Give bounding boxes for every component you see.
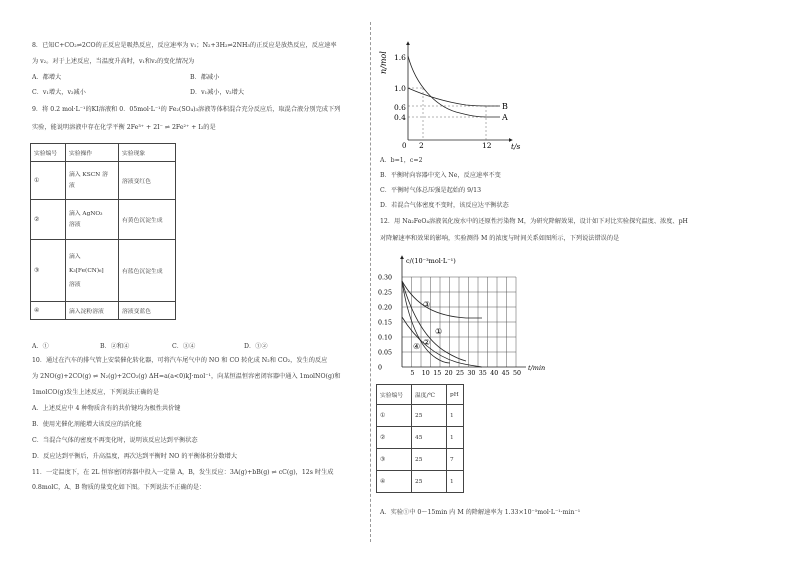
- q11-line2: 0.8molC，A、B 物质的量变化如下图。下列说法不正确的是：: [32, 484, 206, 491]
- q12-r3-ph: 7: [447, 449, 464, 471]
- g2-label-2: ②: [423, 338, 431, 347]
- q9-row1-op: 滴入 KSCN 溶 液: [66, 162, 119, 200]
- g1-ytick-1-0: 1.0: [394, 84, 406, 93]
- g2-xticks: [410, 370, 521, 376]
- q11-option-a: A．b=1，c=2: [380, 157, 423, 164]
- g2-xtick: 20: [444, 370, 453, 376]
- q12-th-temp: 温度/℃: [412, 385, 447, 405]
- g2-xtick: 40: [490, 370, 499, 376]
- q9-line1: 9．将 0.2 mol·L⁻¹的KI溶液和 0．05mol·L⁻¹的 Fe₂(SO₄)₃溶液等体积混合充分反应后，取混合液分别完成下列: [32, 106, 341, 113]
- g1-origin: 0: [402, 142, 407, 150]
- q12-r4-ph: 1: [447, 471, 464, 493]
- q9-row3-id: ③: [31, 240, 66, 302]
- table-row: [377, 405, 464, 427]
- q12-th-ph: pH: [447, 385, 464, 405]
- q12-r4-id: ④: [377, 471, 412, 493]
- q11-option-b: B．平衡时向容器中充入 Ne，反应速率不变: [380, 172, 501, 179]
- g1-xtick-2: 2: [419, 141, 424, 150]
- g2-label-4: ④: [413, 342, 421, 351]
- q12-r4-temp: 25: [412, 471, 447, 493]
- g2-xtick: 25: [456, 370, 465, 376]
- g1-ytick-0-4: 0.4: [394, 113, 406, 122]
- g1-ylabel: n/mol: [379, 51, 388, 74]
- q12-option-a: A．实验①中 0～15min 内 M 的降解速率为 1.33×10⁻⁵mol·L⁻¹·min⁻¹: [380, 509, 581, 516]
- g2-xtick: 10: [421, 370, 430, 376]
- g2-xtick: 15: [433, 370, 442, 376]
- q9-th-result: 实验现象: [119, 144, 176, 162]
- g1-xlabel: t/s: [511, 142, 521, 151]
- g2-ytick: 0.10: [378, 334, 393, 342]
- g2-ytick: 0: [378, 364, 383, 372]
- q9-row3-result: 有蓝色沉淀生成: [119, 240, 176, 302]
- q9-line2: 实验，能说明溶液中存在化学平衡 2Fe³⁺ + 2I⁻ ⇌ 2Fe²⁺ + I₂的是: [32, 124, 216, 131]
- g2-xtick: 5: [410, 370, 415, 376]
- q10-line2: 为 2NO(g)+2CO(g) ⇌ N₂(g)+2CO₂(g) ΔH=a(a<0)kJ·mol⁻¹，向某恒温恒容密闭容器中通入 1molNO(g)和: [32, 373, 341, 380]
- table-row: [377, 449, 464, 471]
- column-divider: [370, 22, 371, 542]
- q12-line1: 12．用 Na₂FeO₄溶液氧化废水中的还原性污染物 M，为研究降解效果，设计如下对比实验探究温度、浓度、pH: [380, 218, 688, 225]
- q10-option-a: A．上述反应中 4 种物质含有的共价键均为极性共价键: [32, 405, 181, 412]
- g2-yticks: [378, 275, 392, 372]
- table-row: [31, 162, 176, 200]
- q9-row2-result: 有黄色沉淀生成: [119, 200, 176, 240]
- graph-n-vs-t: [376, 36, 526, 152]
- table-row: [31, 240, 176, 302]
- q9-row2-op: 滴入 AgNO₃ 溶液: [66, 200, 119, 240]
- g2-xlabel: t/min: [528, 364, 546, 372]
- g1-ytick-1-6: 1.6: [394, 53, 406, 62]
- q12-line2: 对降解速率和效果的影响，实验测得 M 的浓度与时间关系如图所示，下列说法错误的是: [380, 235, 620, 242]
- q9-th-id: 实验编号: [31, 144, 66, 162]
- g2-label-3: ③: [423, 300, 431, 309]
- q9-row1-id: ①: [31, 162, 66, 200]
- q8-option-c: C．v₁增大，v₂减小: [32, 89, 86, 96]
- q12-r2-temp: 45: [412, 427, 447, 449]
- q12-r3-id: ③: [377, 449, 412, 471]
- g2-xtick: 45: [501, 370, 510, 376]
- g2-xtick: 30: [467, 370, 476, 376]
- q11-option-c: C．平衡时气体总压强是起始的 9/13: [380, 187, 482, 194]
- g2-ytick: 0.30: [378, 274, 393, 282]
- q9-row4-op: 滴入淀粉溶液: [66, 302, 119, 320]
- q10-line1: 10．通过在汽车的排气管上安装催化转化器，可将汽车尾气中的 NO 和 CO 转化成 N₂和 CO₂，发生的反应: [32, 357, 328, 364]
- g2-ytick: 0.25: [378, 289, 393, 297]
- g2-label-1: ①: [435, 327, 443, 336]
- q10-option-c: C．当混合气体的密度不再变化时，说明该反应达到平衡状态: [32, 437, 198, 444]
- q9-row1-result: 溶液变红色: [119, 162, 176, 200]
- g2-ylabel: c/(10⁻³mol·L⁻¹): [406, 257, 456, 265]
- q8-option-d: D．v₁减小，v₂增大: [190, 89, 245, 96]
- q9-option-c: C．③④: [172, 343, 196, 350]
- table-row: [377, 471, 464, 493]
- g2-ytick: 0.20: [378, 304, 393, 312]
- g2-xtick: 35: [478, 370, 487, 376]
- q11-option-d: D．若混合气体密度不变时，该反应达平衡状态: [380, 202, 509, 209]
- q12-table-header: [377, 385, 464, 405]
- q10-line3: 1molCO(g)发生上述反应，下列说法正确的是: [32, 389, 159, 396]
- q8-option-b: B．都减小: [190, 74, 220, 81]
- q12-r2-id: ②: [377, 427, 412, 449]
- g2-grid: [402, 277, 516, 367]
- g2-xtick: 50: [513, 370, 522, 376]
- q9-table-header: [31, 144, 176, 162]
- q11-line1: 11．一定温度下，在 2L 恒容密闭容器中投入一定量 A，B，发生反应：3A(g)+bB(g) ⇌ cC(g)，12s 时生成: [32, 469, 334, 476]
- q9-option-d: D．①②: [244, 343, 268, 350]
- g2-ytick: 0.05: [378, 349, 393, 357]
- g2-curve-3: [402, 281, 482, 318]
- q10-option-d: D．反应达到平衡后，升高温度，再次达到平衡时 NO 的平衡体积分数增大: [32, 453, 238, 460]
- q9-table: [30, 143, 176, 320]
- q9-option-b: B．②和④: [100, 343, 130, 350]
- q9-row3-op: 滴入 K₃[Fe(CN)₆] 溶液: [66, 240, 119, 302]
- q12-r3-temp: 25: [412, 449, 447, 471]
- g1-curve-b: [408, 88, 500, 106]
- g1-label-a: A: [502, 113, 508, 122]
- g2-ytick: 0.15: [378, 319, 393, 327]
- q9-option-a: A．①: [32, 343, 49, 350]
- q9-row4-result: 溶液变蓝色: [119, 302, 176, 320]
- q12-r2-ph: 1: [447, 427, 464, 449]
- q12-r1-id: ①: [377, 405, 412, 427]
- q9-th-op: 实验操作: [66, 144, 119, 162]
- q8-line2: 为 v₂。对于上述反应，当温度升高时，v₁和v₂的变化情况为: [32, 58, 195, 65]
- q8-line1: 8．已知C+CO₂⇌2CO的正反应是吸热反应，反应速率为 v₁；N₂+3H₂⇌2NH₃的正反应是放热反应，反应速率: [32, 42, 337, 49]
- graph-c-vs-t: [376, 250, 556, 376]
- g1-label-b: B: [502, 102, 508, 111]
- q12-table: [376, 384, 464, 493]
- q12-r1-temp: 25: [412, 405, 447, 427]
- table-row: [377, 427, 464, 449]
- table-row: [31, 200, 176, 240]
- q12-th-id: 实验编号: [377, 385, 412, 405]
- g1-ytick-0-6: 0.6: [394, 103, 406, 112]
- q10-option-b: B．使用光催化剂能增大该反应的活化能: [32, 421, 142, 428]
- g1-xtick-12: 12: [482, 141, 492, 150]
- q8-option-a: A．都增大: [32, 74, 62, 81]
- q9-row2-id: ②: [31, 200, 66, 240]
- table-row: [31, 302, 176, 320]
- q9-row4-id: ④: [31, 302, 66, 320]
- q12-r1-ph: 1: [447, 405, 464, 427]
